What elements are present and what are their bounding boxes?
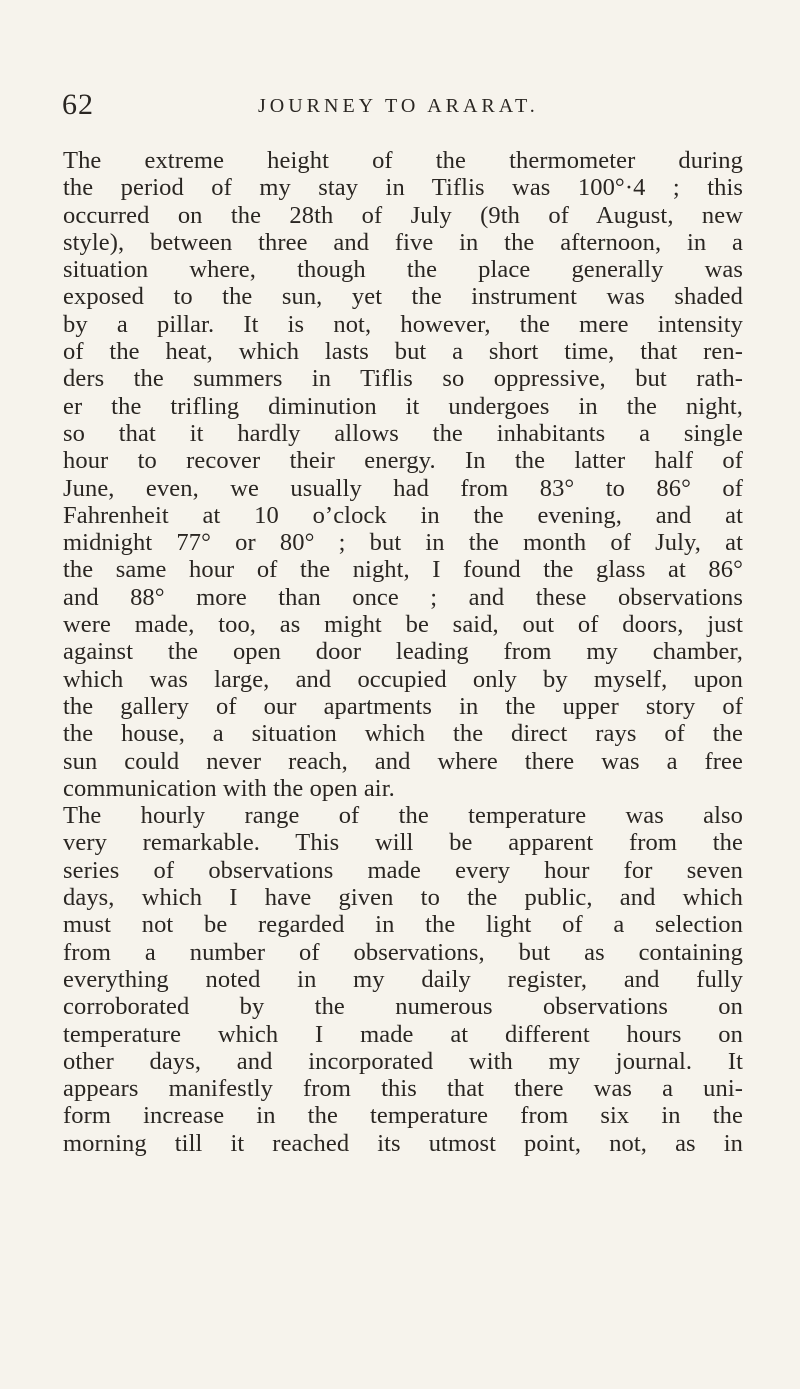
text-line: must not be regarded in the light of a selection <box>63 911 743 939</box>
text-line: June, even, we usually had from 83° to 86° of <box>63 474 743 502</box>
text-line: the same hour of the night, I found the glass at 86° <box>63 556 743 584</box>
text-line: hour to recover their energy. In the latter half of <box>63 447 743 475</box>
text-line: occurred on the 28th of July (9th of August, new <box>63 201 743 229</box>
text-line: everything noted in my daily register, and fully <box>63 965 743 993</box>
text-line: and 88° more than once ; and these observations <box>63 583 743 611</box>
text-line: The hourly range of the temperature was also <box>63 802 743 830</box>
text-line: by a pillar. It is not, however, the mere intensity <box>63 310 743 338</box>
text-line: were made, too, as might be said, out of doors, just <box>63 611 743 639</box>
text-line: exposed to the sun, yet the instrument was shaded <box>63 283 743 311</box>
text-line: so that it hardly allows the inhabitants a single <box>63 419 743 447</box>
text-line: Fahrenheit at 10 o’clock in the evening, and at <box>63 501 743 529</box>
running-title: JOURNEY TO ARARAT. <box>258 95 539 117</box>
text-line: from a number of observations, but as containing <box>63 938 743 966</box>
page-number: 62 <box>62 88 94 121</box>
running-head <box>62 88 742 122</box>
text-line: situation where, though the place generally was <box>63 256 743 284</box>
text-line: style), between three and five in the afternoon, in a <box>63 228 743 256</box>
text-line: against the open door leading from my chamber, <box>63 638 743 666</box>
text-line: communication with the open air. <box>63 774 395 802</box>
text-line: which was large, and occupied only by myself, upon <box>63 665 743 693</box>
text-line: ders the summers in Tiflis so oppressive, but rath- <box>63 365 743 393</box>
text-line: midnight 77° or 80° ; but in the month of July, at <box>63 529 743 557</box>
text-line: er the trifling diminution it undergoes in the night, <box>63 392 743 420</box>
text-line: series of observations made every hour for seven <box>63 856 743 884</box>
text-line: corroborated by the numerous observations on <box>63 993 743 1021</box>
text-line: sun could never reach, and where there was a free <box>63 747 743 775</box>
text-line: The extreme height of the thermometer during <box>63 147 743 174</box>
text-line: the gallery of our apartments in the upper story of <box>63 692 743 720</box>
body-text <box>63 147 743 1157</box>
text-line: morning till it reached its utmost point, not, as in <box>63 1129 743 1157</box>
text-line: appears manifestly from this that there was a uni- <box>63 1075 743 1103</box>
text-line: the house, a situation which the direct rays of the <box>63 720 743 748</box>
text-line: form increase in the temperature from six in the <box>63 1102 743 1130</box>
text-line: of the heat, which lasts but a short time, that ren- <box>63 338 743 366</box>
text-line: days, which I have given to the public, and which <box>63 884 743 912</box>
text-line: very remarkable. This will be apparent from the <box>63 829 743 857</box>
text-line: other days, and incorporated with my journal. It <box>63 1047 743 1075</box>
text-line: the period of my stay in Tiflis was 100°·4 ; this <box>63 174 743 202</box>
text-line: temperature which I made at different hours on <box>63 1020 743 1048</box>
